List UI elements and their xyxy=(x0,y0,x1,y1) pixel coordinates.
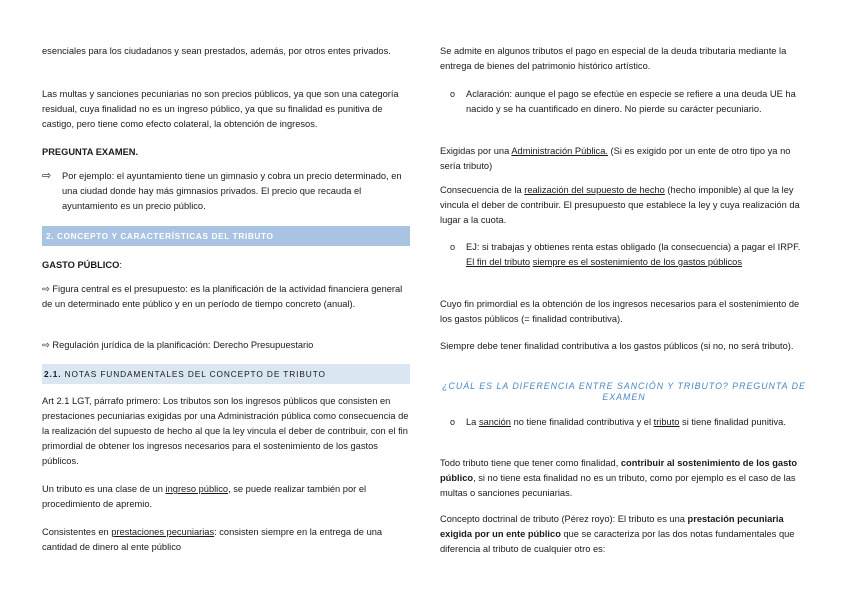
bullet-icon: o xyxy=(450,242,456,252)
bullet-ejemplo-irpf: o EJ: si trabajas y obtienes renta estas obligado (la consecuencia) a pagar el IRPF. El fin del tributo siempre es el sostenimiento de los gastos públicos xyxy=(450,242,801,267)
paragraph-todo-tributo: Todo tributo tiene que tener como finalidad, contribuir al sostenimiento de los gasto público, si no tiene esta finalidad no es un tributo, como por ejemplo es el caso de las multas o sanciones pecuniarias. xyxy=(440,458,798,498)
bullet-sancion-tributo: o La sanción no tiene finalidad contributiva y el tributo si tiene finalidad punitiva. xyxy=(440,415,808,447)
paragraph-concepto-doctrinal: Concepto doctrinal de tributo (Pérez royo): El tributo es una prestación pecuniaria exigida por un ente público que se caracteriza por las dos notas fundamentales que diferencia al tributo de cualquier otro es: xyxy=(440,514,795,554)
paragraph-siempre-finalidad: Siempre debe tener finalidad contributiva a los gastos públicos (si no, no será tributo). xyxy=(440,341,794,351)
paragraph-supuesto-hecho: Consecuencia de la realización del supuesto de hecho (hecho imponible) al que la ley vincula el deber de contribuir. El presupuesto que establece la ley y cuya realización da lugar a la cuota. xyxy=(440,185,800,225)
paragraph-regulacion: ⇨ Regulación jurídica de la planificación: Derecho Presupuestario xyxy=(42,340,314,350)
bullet-aclaracion: o Aclaración: aunque el pago se efectúe en especie se refiere a una deuda UE ha nacido y se ha cuantificado en dinero. No pierde su carácter pecuniario. xyxy=(450,89,796,114)
arrow-icon: ⇨ xyxy=(42,170,52,182)
bullet-icon: o xyxy=(450,89,456,99)
paragraph-administracion: Exigidas por una Administración Pública. (Si es exigido por un ente de otro tipo ya no sería tributo) xyxy=(440,146,791,171)
paragraph-servicios: esenciales para los ciudadanos y sean prestados, además, por otros entes privados. xyxy=(42,46,391,56)
arrow-item-ejemplo: ⇨ Por ejemplo: el ayuntamiento tiene un gimnasio y cobra un precio determinado, en una ciudad donde hay más gimnasios privados. El precio que recauda el ayuntamiento es un precio público. xyxy=(42,170,402,211)
question-heading: ¿CUÁL ES LA DIFERENCIA ENTRE SANCIÓN Y TRIBUTO? PREGUNTA DE EXAMEN xyxy=(442,381,806,402)
paragraph-prestaciones: Consistentes en prestaciones pecuniarias: consisten siempre en la entrega de una cantidad de dinero al ente público xyxy=(42,527,383,552)
paragraph-figura-central: ⇨ Figura central es el presupuesto: es la planificación de la actividad financiera general de un determinado ente público y en un período de tiempo concreto (anual). xyxy=(42,284,403,309)
label-gasto-publico: GASTO PÚBLICO: xyxy=(42,260,122,270)
section-heading-concepto-tributo: 2. CONCEPTO Y CARACTERÍSTICAS DEL TRIBUTO xyxy=(42,226,410,246)
subsection-heading-notas: 2.1. NOTAS FUNDAMENTALES DEL CONCEPTO DE TRIBUTO xyxy=(42,364,410,384)
label-pregunta-examen: PREGUNTA EXAMEN. xyxy=(42,147,139,157)
paragraph-multas: Las multas y sanciones pecuniarias no son precios públicos, ya que son una categoría residual, cuya finalidad no es un ingreso público, ya que su finalidad es punitiva de castigo, pero tiene como efecto colateral, la obtención de ingresos. xyxy=(42,89,399,129)
paragraph-pago-especie: Se admite en algunos tributos el pago en especial de la deuda tributaria mediante la entrega de bienes del patrimonio histórico artístico. xyxy=(440,46,787,71)
paragraph-fin-primordial: Cuyo fin primordial es la obtención de los ingresos necesarios para el sostenimiento de los gastos públicos (= finalidad contributiva). xyxy=(440,299,800,324)
bullet-icon: o xyxy=(450,417,456,427)
paragraph-art-2-1-lgt: Art 2.1 LGT, párrafo primero: Los tributos son los ingresos públicos que consisten en prestaciones pecuniarias exigidas por una Administración pública como consecuencia de la realización del supuesto de hecho al que la ley vincula el deber de contribuir, con el fin primordial de obtener los ingresos necesarios para el sostenimiento de los gastos públicos. xyxy=(42,396,409,466)
paragraph-clase-ingreso: Un tributo es una clase de un ingreso público, se puede realizar también por el procedimiento de apremio. xyxy=(42,484,367,509)
